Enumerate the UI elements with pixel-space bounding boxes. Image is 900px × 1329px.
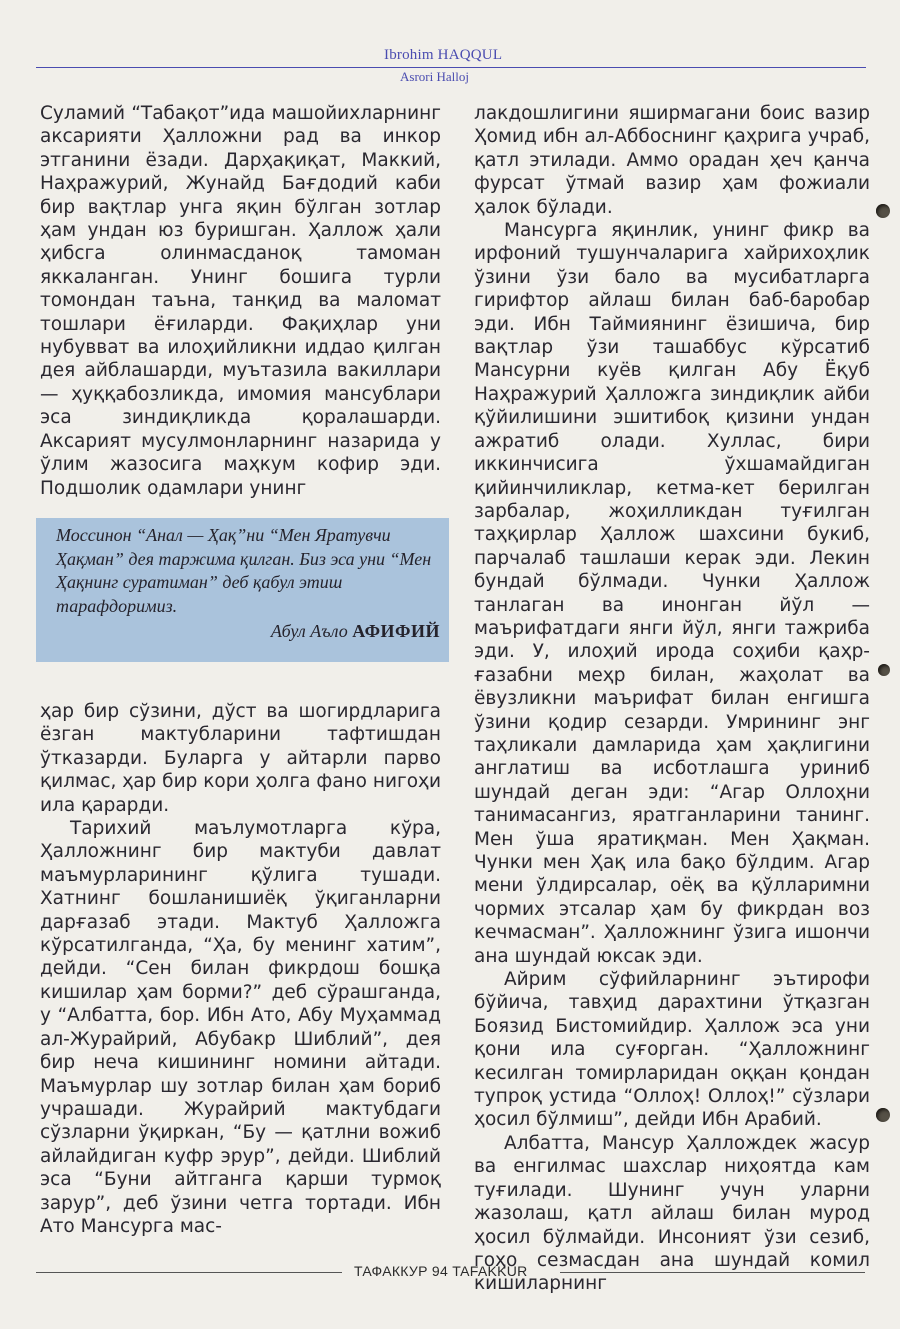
left-column-top — [40, 102, 441, 500]
epigraph-author — [271, 621, 440, 642]
right-column — [474, 102, 870, 1296]
running-header — [0, 0, 900, 100]
paragraph: Тарихий маълумотларга кўра, Ҳалложнинг бир мактуби давлат маъмурларининг қўлига тушади. Хатнинг бошланишиёқ ўқиганларни дарғазаб этади. Мактуб Ҳалложга кўрсатилганда, “Ҳа, бу менинг хатим”, дейди. “Сен билан фикрдош бошқа кишилар ҳам борми?” деб сўрашганда, у “Албатта, бор. Ибн Ато, Абу Муҳаммад ал-Журайрий, Абубакр Шиблий”, дея бир неча кишининг номини айтади. Маъмурлар шу зотлар билан ҳам бориб учрашади. Журайрий мактубдаги сўзларни ўқиркан, “Бу — қатлни вожиб айлайдиган куфр эрур”, дейди. Шиблий эса “Буни айтганга қарши турмоқ зарур”, деб ўзини четга тортади. Ибн Ато Мансурга мас- — [40, 818, 441, 1237]
epigraph-author-name: АФИФИЙ — [352, 621, 440, 641]
left-column-bottom — [40, 700, 441, 1238]
header-title: Asrori Halloj — [400, 69, 469, 84]
paragraph: Мансурга яқинлик, унинг фикр ва ирфоний тушунчаларига хайрихоҳлик ўзини ўзи бало ва мусибатларга гирифтор айлаш билан баб-баробар эди. Ибн Таймиянинг ёзишича, бир вақтлар ўзи ташаббус кўрсатиб Мансурни куёв қилган Абу Ёқуб Наҳражурий Ҳалложга зиндиқлик айби қўйилишини эшитибоқ қизини ундан ажратиб олади. Хуллас, бири иккинчисига ўхшамайдиган қийинчиликлар, кетма-кет берилган зарбалар, жоҳилликдан туғилган таҳқирлар Ҳаллож шахсини букиб, парчалаб ташлаши керак эди. Лекин бундай бўлмади. Чунки Ҳаллож танлаган ва инонган йўл — маърифатдаги янги йўл, янги тажриба эди. У, илоҳий ирода соҳиби қаҳр-ғазабни меҳр билан, жаҳолат ва ёвузликни маърифат билан енгишга ўзини қодир сезарди. Умрининг энг таҳликали дамларида ҳам ҳақлигини англатиш ва исботлашга уриниб шундай деган эди: “Агар Оллоҳни танимасангиз, яратганларини танинг. Мен ўша яратиқман. Мен Ҳақман. Чунки мен Ҳақ ила бақо бўлдим. Агар мени ўлдирсалар, оёқ ва қўлларимни чормих этсалар ҳам бу фикрдан воз кечмасман”. Ҳалложнинг ўзига ишончи ана шундай юксак эди. — [474, 220, 870, 967]
binder-hole-top — [876, 204, 890, 218]
binder-hole-bottom — [876, 1108, 890, 1122]
header-rule — [36, 67, 866, 68]
page-footer — [0, 1258, 900, 1288]
footer-rule-right — [560, 1272, 865, 1273]
footer-rule-left — [36, 1272, 342, 1273]
footer-page-label: ТАФАККУР 94 TAFAKKUR — [354, 1263, 528, 1279]
epigraph-text: Моссинон “Анал — Ҳақ”ни “Мен Яратувчи Ҳақман” дея таржима қилган. Биз эса уни “Мен Ҳақнинг суратиман” деб қабул этиш тарафдоримиз. — [56, 525, 432, 616]
epigraph-author-prefix: Абул Аъло — [270, 621, 348, 641]
paragraph: лакдошлигини яширмагани боис вазир Ҳомид ибн ал-Аббоснинг қаҳрига учраб, қатл этилади. Аммо орадан ҳеч қанча фурсат ўтмай вазир ҳам фожиали ҳалок бўлади. — [474, 103, 870, 218]
paragraph: Суламий “Табақот”ида машойихларнинг аксарияти Ҳалложни рад ва инкор этганини ёзади. Дарҳақиқат, Маккий, Наҳражурий, Жунайд Бағдодий каби бир вақтлар унга яқин бўлган зотлар ҳам ундан юз буришган. Ҳаллож ҳали ҳибсга олинмасданоқ тамоман яккаланган. Унинг бошига турли томондан таъна, танқид ва маломат тошлари ёғиларди. Фақиҳлар уни нубувват ва илоҳийликни иддао қилган дея айблашарди, муътазила вакиллари — ҳуққабозликда, имомия мансублари эса зиндиқликда қоралашарди. Аксарият мусулмонларнинг назарида у ўлим жазосига маҳкум кофир эди. Подшолик одамлари унинг — [40, 103, 441, 499]
paragraph: ҳар бир сўзини, дўст ва шогирдларига ёзган мактубларини тафтишдан ўтказарди. Буларга у айтарли парво қилмас, ҳар бир кори ҳолга фано нигоҳи ила қарарди. — [40, 701, 441, 816]
header-author: Ibrohim HAQQUL — [384, 47, 503, 63]
paragraph: Албатта, Мансур Ҳаллождек жасур ва енгилмас шахслар ниҳоятда кам туғилади. Шунинг учун уларни жазолаш, қатл айлаш билан мурод ҳосил бўлмайди. Инсоният ўзи сезиб, гоҳо сезмасдан ана шундай комил кишиларнинг — [474, 1132, 870, 1295]
binder-hole-middle — [878, 664, 890, 676]
paragraph: Айрим сўфийларнинг эътирофи бўйича, тавҳид дарахтини ўтқазган Боязид Бистомийдир. Ҳаллож эса уни қони ила суғорган. “Ҳалложнинг кесилган томирларидан оққан қондан тупроқ устида “Оллоҳ! Оллоҳ!” сўзлари ҳосил бўлмиш”, дейди Ибн Арабий. — [474, 969, 870, 1131]
